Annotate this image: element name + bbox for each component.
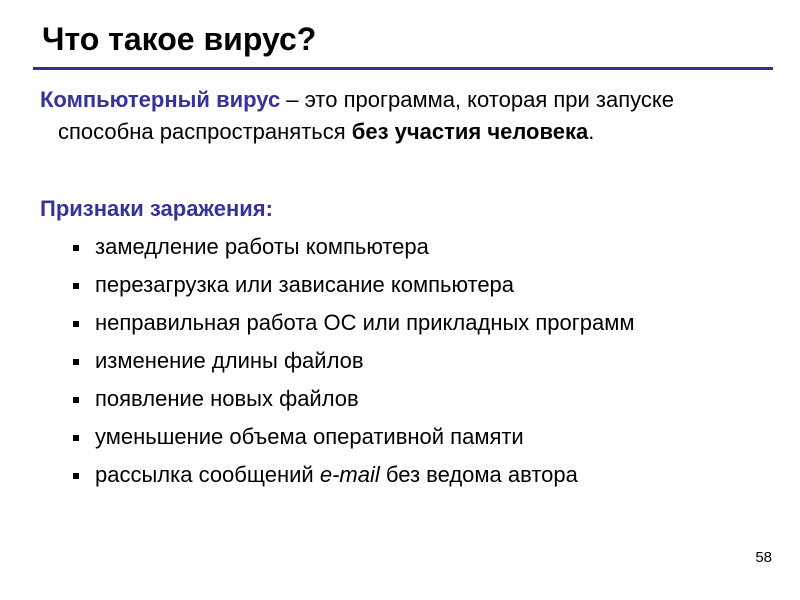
last-sign-text-after: без ведома автора	[379, 462, 578, 487]
email-term: e-mail	[319, 462, 380, 487]
list-item-text: изменение длины файлов	[95, 348, 364, 373]
list-item-text: неправильная работа ОС или прикладных программ	[95, 310, 635, 335]
slide-title: Что такое вирус?	[42, 21, 317, 57]
square-bullet-icon	[73, 473, 79, 479]
definition-term: Компьютерный вирус	[40, 87, 281, 112]
list-item-text	[95, 459, 578, 491]
square-bullet-icon	[73, 359, 79, 365]
square-bullet-icon	[73, 245, 79, 251]
page-number: 58	[755, 549, 772, 566]
definition-text-1: – это программа, которая при запуске способна распространяться	[58, 87, 674, 144]
square-bullet-icon	[73, 397, 79, 403]
list-item-text: замедление работы компьютера	[95, 234, 429, 259]
square-bullet-icon	[73, 435, 79, 441]
title-divider	[33, 67, 773, 70]
list-item-text: перезагрузка или зависание компьютера	[95, 272, 515, 297]
list-item-text: уменьшение объема оперативной памяти	[95, 424, 524, 449]
list-item-text: появление новых файлов	[95, 386, 359, 411]
infection-signs-heading: Признаки заражения:	[40, 196, 273, 221]
last-sign-text-before: рассылка сообщений	[95, 462, 320, 487]
definition-emphasis: без участия человека	[351, 119, 589, 144]
square-bullet-icon	[73, 321, 79, 327]
square-bullet-icon	[73, 283, 79, 289]
virus-definition	[40, 84, 738, 148]
definition-text-2: .	[588, 119, 595, 144]
